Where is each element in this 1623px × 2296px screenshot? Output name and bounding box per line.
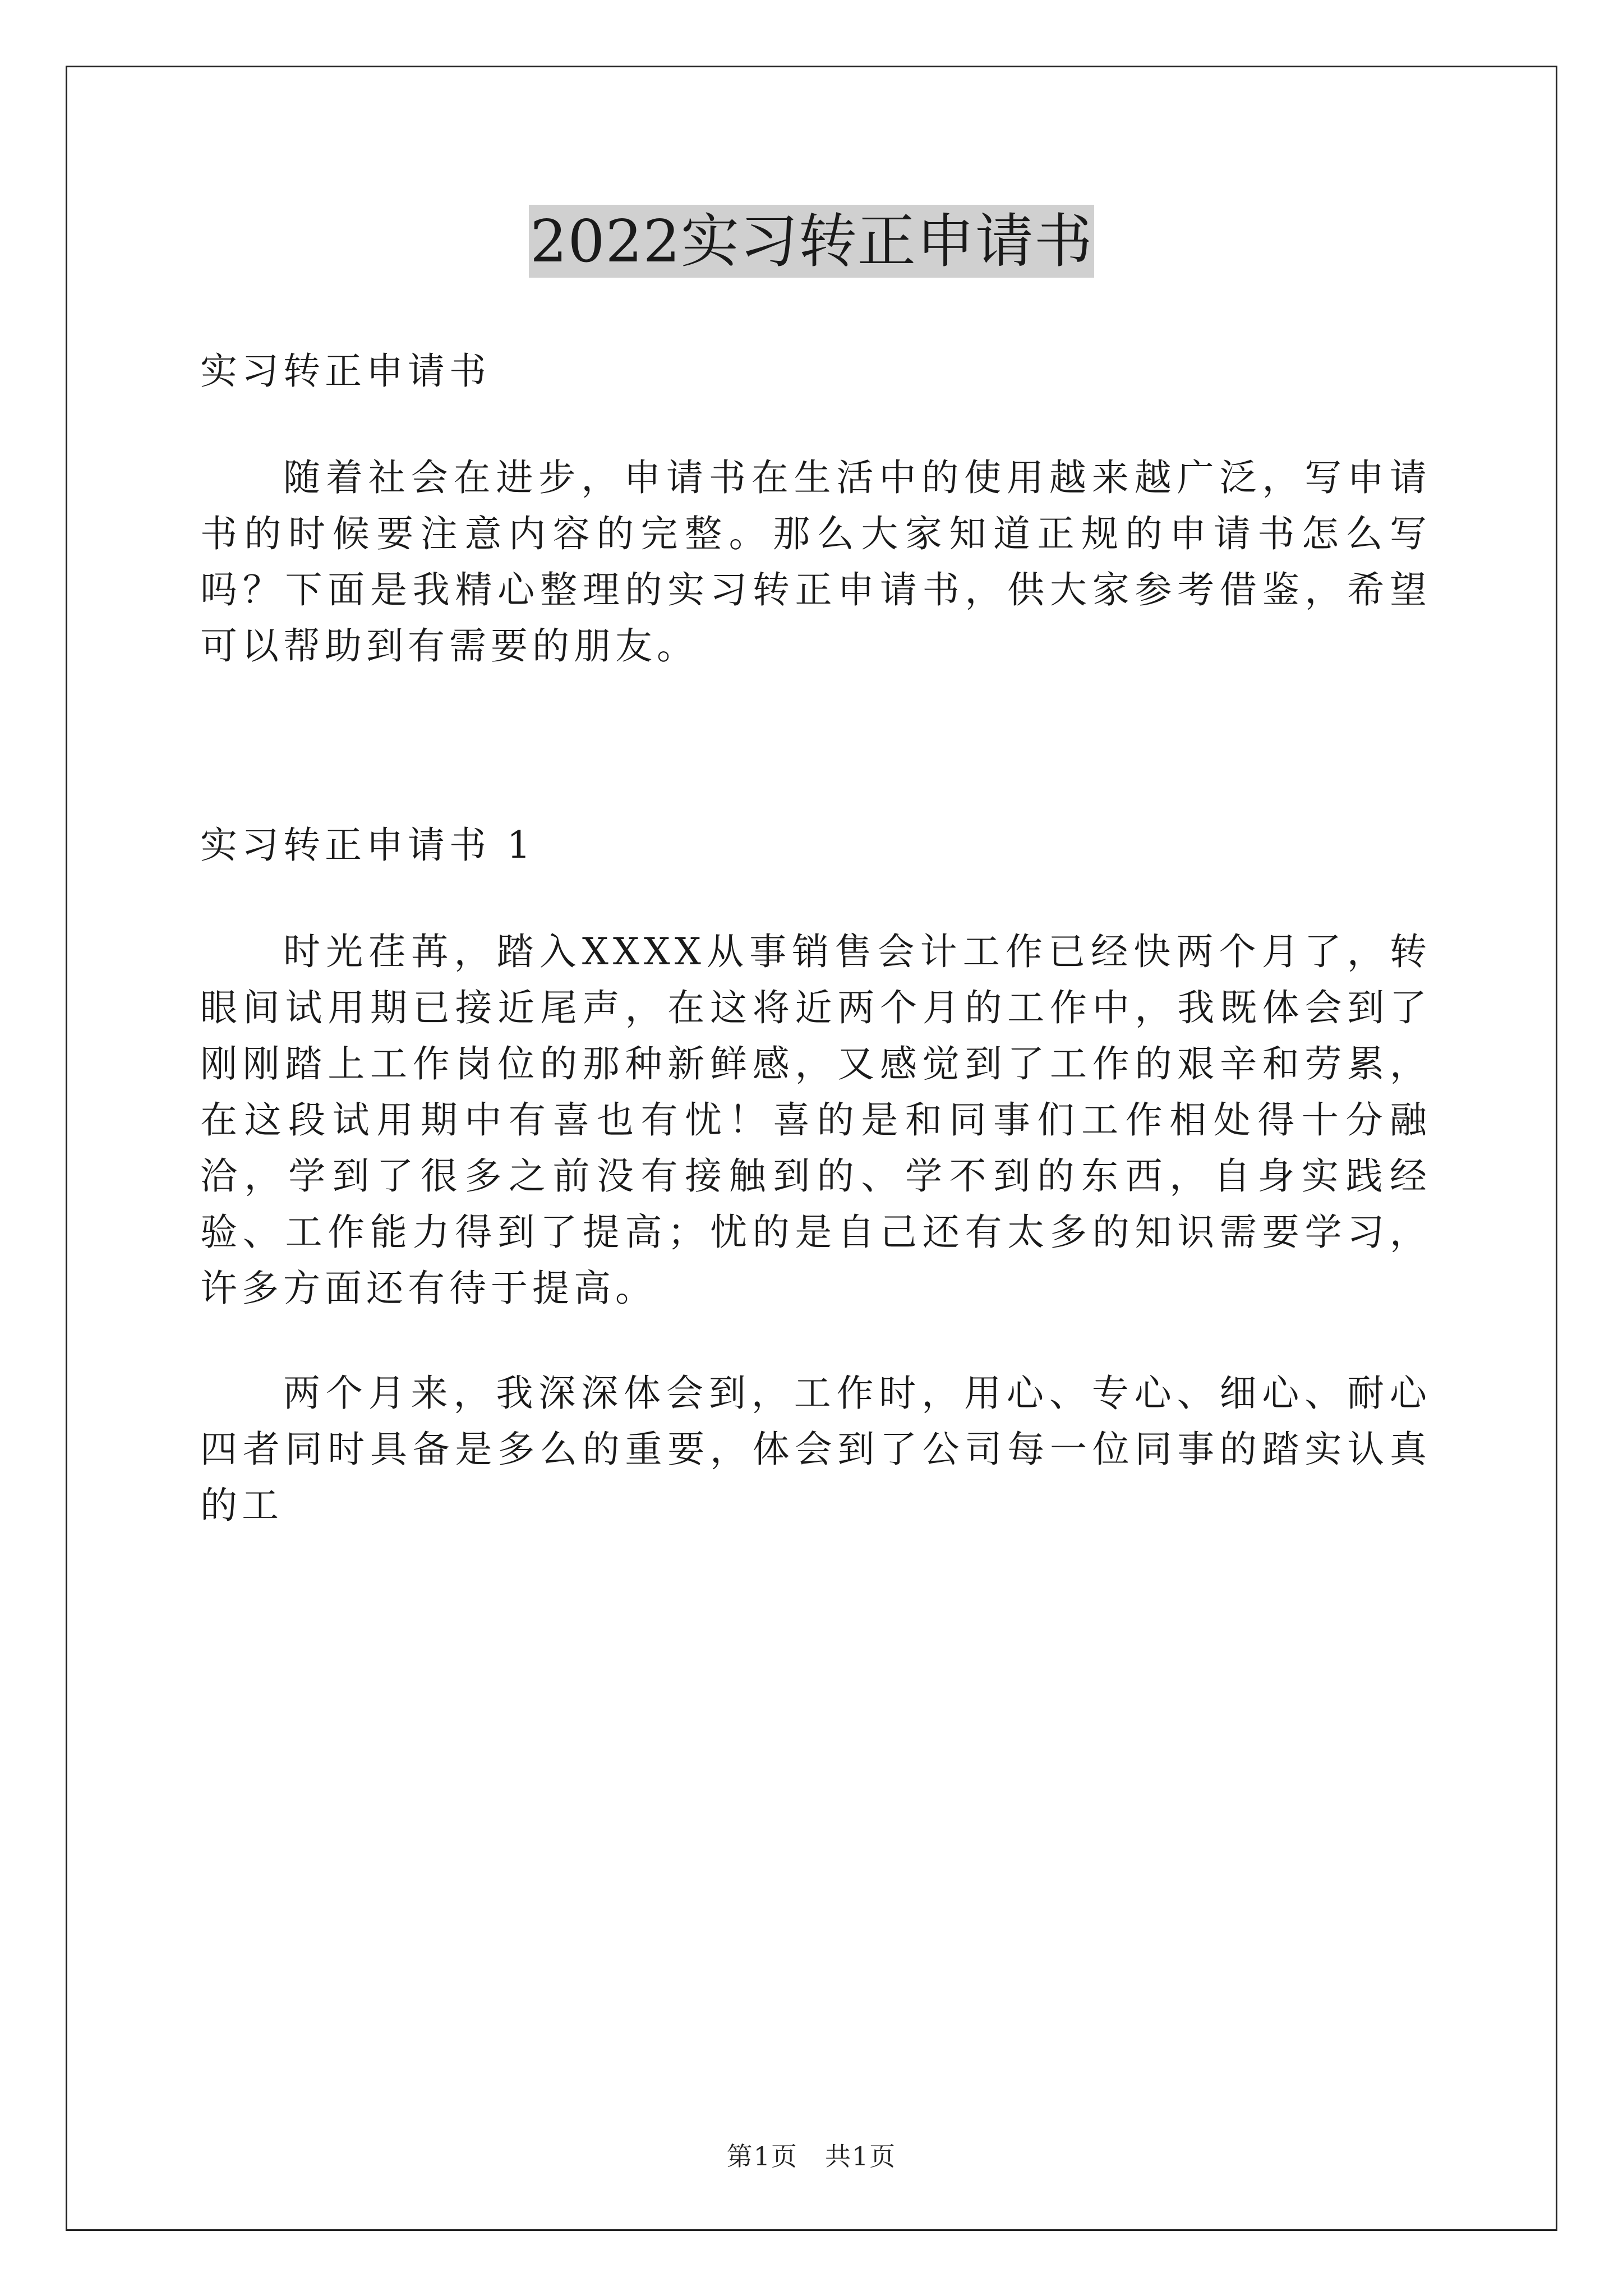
- intro-heading: 实习转正申请书: [200, 349, 491, 393]
- section-paragraph: 时光荏苒，踏入XXXX从事销售会计工作已经快两个月了，转眼间试用期已接近尾声，在这将近两个月的工作中，我既体会到了刚刚踏上工作岗位的那种新鲜感，又感觉到了工作的艰辛和劳累，在这段试用期中有喜也有忧！喜的是和同事们工作相处得十分融洽，学到了很多之前没有接触到的、学不到的东西，自身实践经验、工作能力得到了提高；忧的是自己还有太多的知识需要学习，许多方面还有待于提高。: [200, 930, 1431, 1310]
- section-paragraph: 两个月来，我深深体会到，工作时，用心、专心、细心、耐心四者同时具备是多么的重要，体会到了公司每一位同事的踏实认真的工: [200, 1372, 1431, 1527]
- intro-paragraph: 随着社会在进步，申请书在生活中的使用越来越广泛，写申请书的时候要注意内容的完整。那么大家知道正规的申请书怎么写吗？下面是我精心整理的实习转正申请书，供大家参考借鉴，希望可以帮助到有需要的朋友。: [200, 456, 1431, 668]
- section-heading: 实习转正申请书 1: [200, 823, 535, 867]
- document-title-text: 2022实习转正申请书: [529, 205, 1094, 278]
- page-footer: 第1页 共1页: [726, 2141, 897, 2171]
- document-title: [0, 205, 1623, 278]
- document-body: [200, 343, 1431, 1534]
